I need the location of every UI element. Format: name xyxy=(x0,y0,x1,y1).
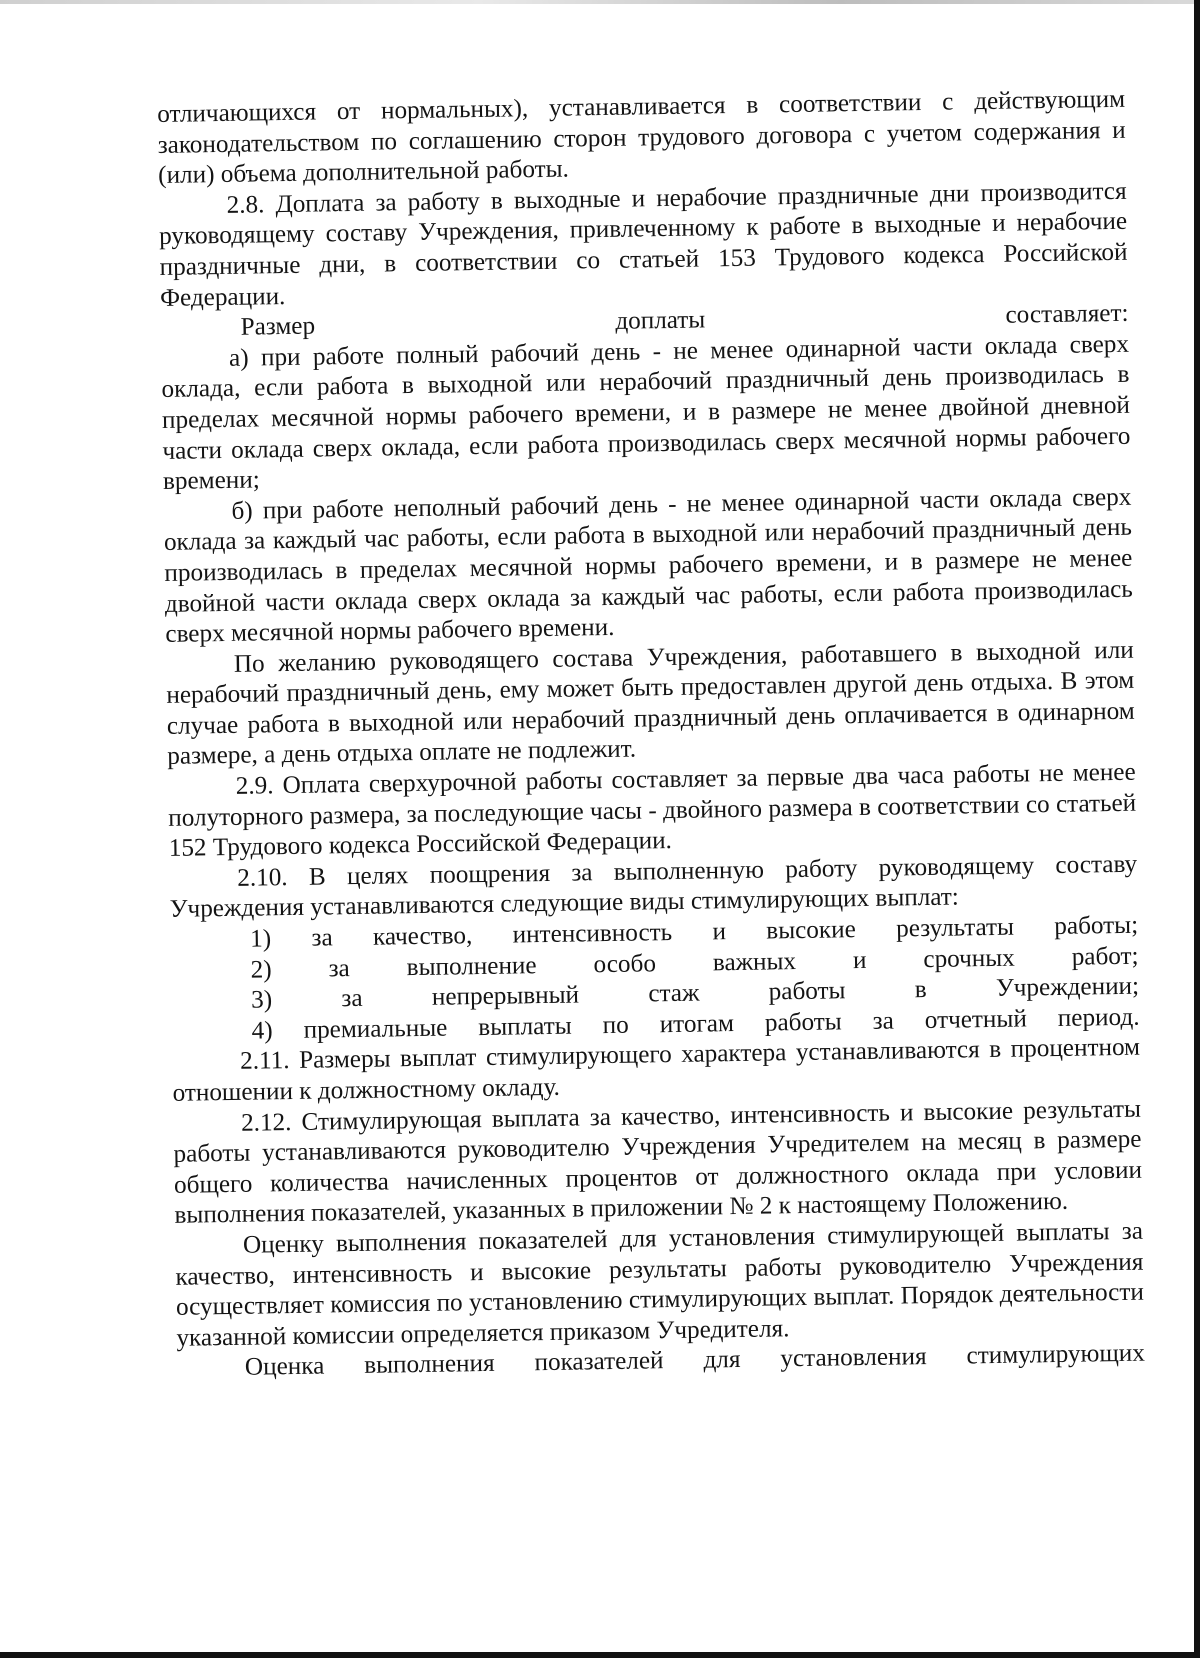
scan-edge-right xyxy=(1194,0,1200,1658)
paragraph-2-10: 2.10. В целях поощрения за выполненную работу руководящему составу Учреждения устанавливаются следующие виды стимулирующих выплат: xyxy=(169,850,1138,924)
paragraph-surcharge-size: Размер доплаты составляет: xyxy=(240,299,1129,341)
paragraph-continuation: отличающихся от нормальных), устанавливается в соответствии с действующим законодательством по соглашению сторон трудового договора с учетом содержания и (или) объема дополнительной работы. xyxy=(157,85,1126,190)
paragraph-2-8: 2.8. Доплата за работу в выходные и нерабочие праздничные дни производится руководящему составу Учреждения, привлеченному к работе в выходные и нерабочие праздничные дни, в соответствии со статьей 153 Трудового кодекса Российской Федерации. xyxy=(158,177,1128,312)
paragraph-item-b: б) при работе неполный рабочий день - не менее одинарной части оклада сверх оклада за каждый час работы, если работа в выходной или нерабочий праздничный день производилась в пределах месячной нормы рабочего времени, и в размере не менее двойной части оклада сверх оклада за каждый час работы, если работа производилась сверх месячной нормы рабочего времени. xyxy=(163,483,1134,649)
paragraph-item-a: а) при работе полный рабочий день - не менее одинарной части оклада сверх оклада, если работа в выходной или нерабочий праздничный день производилась в пределах месячной нормы рабочего времени, и в размере не менее двойной дневной части оклада сверх оклада, если работа производилась сверх месячной нормы рабочего времени; xyxy=(161,330,1131,496)
list-item-2: 2) за выполнение особо важных и срочных работ; xyxy=(250,942,1139,984)
list-item-3: 3) за непрерывный стаж работы в Учреждении; xyxy=(250,972,1140,1014)
scan-edge-top xyxy=(0,0,1200,4)
paragraph-day-off: По желанию руководящего состава Учреждения, работавшего в выходной или нерабочий праздничный день, ему может быть предоставлен другой день отдыха. В этом случае работа в выходной или нерабочий праздничный день оплачивается в одинарном размере, а день отдыха оплате не подлежит. xyxy=(166,636,1135,771)
paragraph-assessment-cut: Оценка выполнения показателей для установления стимулирующих xyxy=(244,1339,1146,1382)
paragraph-2-9: 2.9. Оплата сверхурочной работы составляет за первые два часа работы не менее полуторного размера, за последующие часы - двойного размера в соответствии со статьей 152 Трудового кодекса Российской Федерации. xyxy=(168,758,1137,863)
list-item-4: 4) премиальные выплаты по итогам работы за отчетный период. xyxy=(251,1003,1140,1045)
paragraph-2-11: 2.11. Размеры выплат стимулирующего характера устанавливаются в процентном отношении к должностному окладу. xyxy=(172,1034,1141,1107)
document-page xyxy=(157,85,1145,1385)
scan-edge-bottom xyxy=(0,1652,1200,1658)
paragraph-assessment-commission: Оценку выполнения показателей для установления стимулирующей выплаты за качество, интенсивность и высокие результаты работы руководителю Учреждения осуществляет комиссия по установлению стимулирующих выплат. Порядок деятельности указанной комиссии определяется приказом Учредителя. xyxy=(175,1217,1145,1352)
paragraph-2-12: 2.12. Стимулирующая выплата за качество, интенсивность и высокие результаты работы устанавливаются руководителю Учреждения Учредителем на месяц в размере общего количества начисленных процентов от должностного оклада при условии выполнения показателей, указанных в приложении № 2 к настоящему Положению. xyxy=(173,1095,1143,1230)
list-item-1: 1) за качество, интенсивность и высокие результаты работы; xyxy=(249,911,1139,953)
